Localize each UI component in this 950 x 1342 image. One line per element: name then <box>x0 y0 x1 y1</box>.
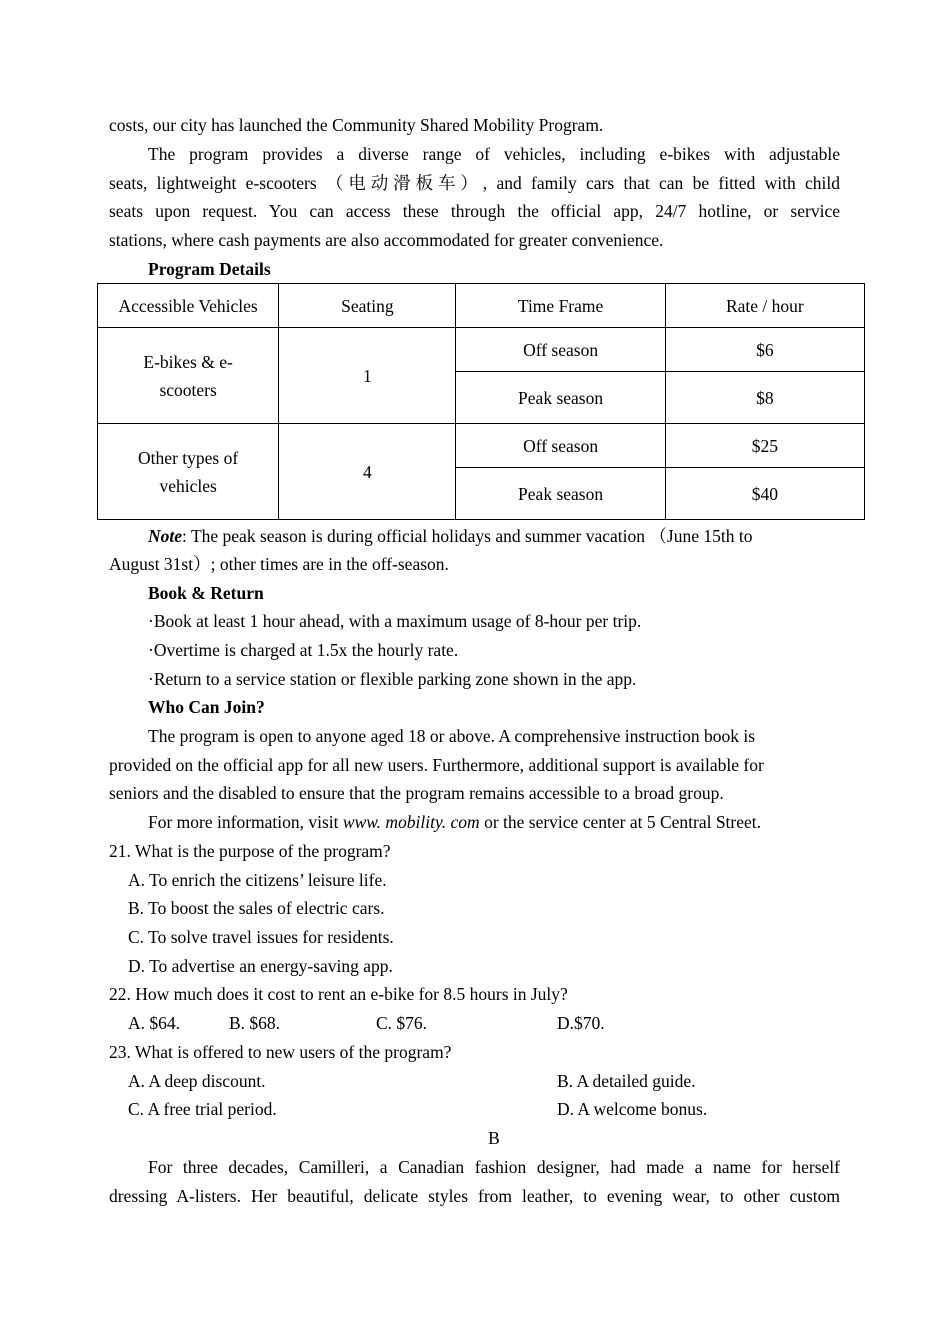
question-22-option: C. $76. <box>376 1013 428 1033</box>
question-22-option: B. $68. <box>229 1013 281 1033</box>
question-23-option: C. A free trial period. <box>128 1099 277 1119</box>
program-details-heading: Program Details <box>148 259 271 279</box>
question-21-option: C. To solve travel issues for residents. <box>128 927 394 947</box>
program-details-table <box>97 283 865 520</box>
note-line-2: August 31st）; other times are in the off-season. <box>109 554 449 574</box>
question-22-stem: 22. How much does it cost to rent an e-bike for 8.5 hours in July? <box>109 984 568 1004</box>
vehicle-cell: E-bikes & e-scooters <box>98 328 279 424</box>
book-return-heading: Book & Return <box>148 583 264 603</box>
header-rate: Rate / hour <box>665 284 864 328</box>
intro-paragraph-line-4: stations, where cash payments are also accommodated for greater convenience. <box>109 230 664 250</box>
who-can-join-line-2: provided on the official app for all new users. Furthermore, additional support is available for <box>109 755 764 775</box>
more-info-suffix: or the service center at 5 Central Street. <box>479 812 762 832</box>
time-frame-cell: Peak season <box>456 468 665 520</box>
header-seating: Seating <box>279 284 456 328</box>
question-21-option: D. To advertise an energy-saving app. <box>128 956 393 976</box>
question-23-option: B. A detailed guide. <box>557 1071 696 1091</box>
question-23-option: D. A welcome bonus. <box>557 1099 708 1119</box>
intro-paragraph-line-1: The program provides a diverse range of vehicles, including e-bikes with adjustable <box>148 144 840 164</box>
who-can-join-heading: Who Can Join? <box>148 697 265 717</box>
book-return-item: ·Book at least 1 hour ahead, with a maximum usage of 8-hour per trip. <box>148 611 642 631</box>
table-row <box>98 424 865 468</box>
rate-cell: $6 <box>665 328 864 372</box>
section-b-line-2: dressing A-listers. Her beautiful, delicate styles from leather, to evening wear, to other custom <box>109 1186 840 1206</box>
book-return-item: ·Return to a service station or flexible parking zone shown in the app. <box>148 669 637 689</box>
note-label: Note <box>148 526 183 546</box>
time-frame-cell: Peak season <box>456 372 665 424</box>
question-22-option: D.$70. <box>557 1013 605 1033</box>
who-can-join-line-3: seniors and the disabled to ensure that the program remains accessible to a broad group. <box>109 783 724 803</box>
question-21-option: A. To enrich the citizens’ leisure life. <box>128 870 387 890</box>
book-return-item: ·Overtime is charged at 1.5x the hourly rate. <box>148 640 459 660</box>
section-b-line-1: For three decades, Camilleri, a Canadian fashion designer, had made a name for herself <box>148 1157 840 1177</box>
table-header-row <box>98 284 865 328</box>
table-row <box>98 328 865 372</box>
more-info-line <box>148 808 840 837</box>
intro-paragraph-line-2: seats, lightweight e-scooters （电动滑板车）, and family cars that can be fitted with child <box>109 173 840 193</box>
header-time-frame: Time Frame <box>456 284 665 328</box>
section-b-label: B <box>488 1128 500 1148</box>
question-21-stem: 21. What is the purpose of the program? <box>109 841 391 861</box>
vehicle-cell: Other types of vehicles <box>98 424 279 520</box>
who-can-join-line-1: The program is open to anyone aged 18 or above. A comprehensive instruction book is <box>148 726 756 746</box>
rate-cell: $40 <box>665 468 864 520</box>
question-22-option: A. $64. <box>128 1013 181 1033</box>
question-23-option: A. A deep discount. <box>128 1071 266 1091</box>
note-line-1 <box>148 522 840 551</box>
time-frame-cell: Off season <box>456 424 665 468</box>
seating-cell: 4 <box>279 424 456 520</box>
rate-cell: $25 <box>665 424 864 468</box>
time-frame-cell: Off season <box>456 328 665 372</box>
intro-line-1: costs, our city has launched the Community Shared Mobility Program. <box>109 115 604 135</box>
website-link[interactable]: www. mobility. com <box>342 812 480 832</box>
header-vehicles: Accessible Vehicles <box>98 284 279 328</box>
question-21-option: B. To boost the sales of electric cars. <box>128 898 385 918</box>
note-text: : The peak season is during official holidays and summer vacation （June 15th to <box>182 526 753 546</box>
question-23-stem: 23. What is offered to new users of the program? <box>109 1042 452 1062</box>
seating-cell: 1 <box>279 328 456 424</box>
more-info-prefix: For more information, visit <box>148 812 343 832</box>
intro-paragraph-line-3: seats upon request. You can access these through the official app, 24/7 hotline, or service <box>109 201 840 221</box>
rate-cell: $8 <box>665 372 864 424</box>
